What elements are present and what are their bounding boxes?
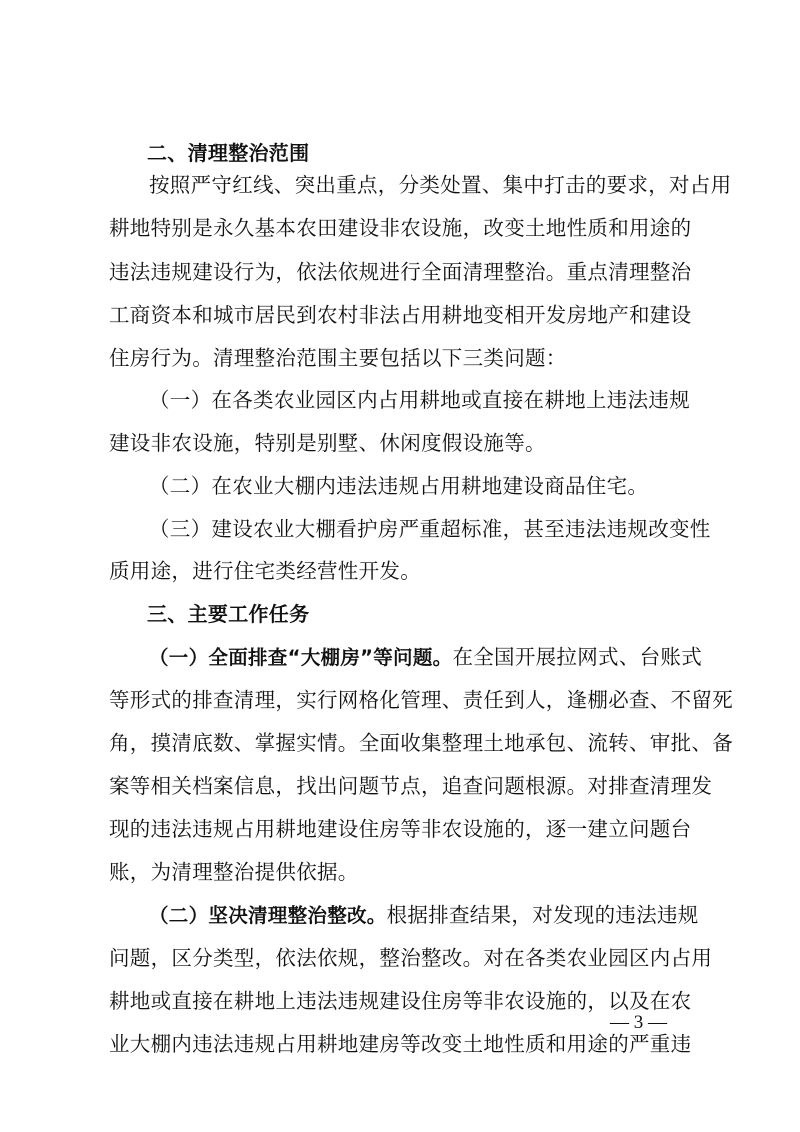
list-item-line: （三）建设农业大棚看护房严重超标准，甚至违法违规改变性 [149,517,711,541]
paragraph-line: 现的违法违规占用耕地建设住房等非农设施的，逐一建立问题台 [109,817,692,841]
task-title: （一）全面排查“大棚房”等问题。 [149,646,453,669]
paragraph-line: 违法违规建设行为，依法依规进行全面清理整治。重点清理整治 [109,260,692,284]
task-first-line [149,639,703,675]
paragraph-line: 角，摸清底数、掌握实情。全面收集整理土地承包、流转、审批、备 [109,731,733,755]
paragraph-line: 账，为清理整治提供依据。 [109,860,359,884]
paragraph-line: 工商资本和城市居民到农村非法占用耕地变相开发房地产和建设 [109,303,692,327]
task-title: （二）坚决清理整治整改。 [149,904,387,927]
paragraph-line: 业大棚内违法违规占用耕地建房等改变土地性质和用途的严重违 [109,1032,692,1056]
paragraph-line: 耕地特别是永久基本农田建设非农设施，改变土地性质和用途的 [109,216,692,240]
paragraph-line: 案等相关档案信息，找出问题节点，追查问题根源。对排查清理发 [109,774,713,798]
paragraph-line: 耕地或直接在耕地上违法违规建设住房等非农设施的，以及在农 [109,989,692,1013]
paragraph-line: 按照严守红线、突出重点，分类处置、集中打击的要求，对占用 [149,173,732,197]
task-text: 根据排查结果，对发现的违法违规 [386,903,699,927]
section-heading-tasks: 三、主要工作任务 [147,602,310,626]
list-item-line: 质用途，进行住宅类经营性开发。 [109,559,421,583]
paragraph-line: 问题，区分类型，依法依规，整治整改。对在各类农业园区内占用 [109,946,713,970]
list-item-line: （一）在各类农业园区内占用耕地或直接在耕地上违法违规 [149,388,690,412]
list-item-line: （二）在农业大棚内违法违规占用耕地建设商品住宅。 [149,474,649,498]
task-first-line [149,897,699,933]
page-number: — 3 — [610,1012,667,1033]
paragraph-line: 住房行为。清理整治范围主要包括以下三类问题： [109,346,567,370]
task-text: 在全国开展拉网式、台账式 [452,645,703,669]
section-heading-scope: 二、清理整治范围 [147,141,310,165]
paragraph-line: 等形式的排查清理，实行网格化管理、责任到人，逢棚必查、不留死 [109,688,733,712]
list-item-line: 建设非农设施，特别是别墅、休闲度假设施等。 [109,431,546,455]
